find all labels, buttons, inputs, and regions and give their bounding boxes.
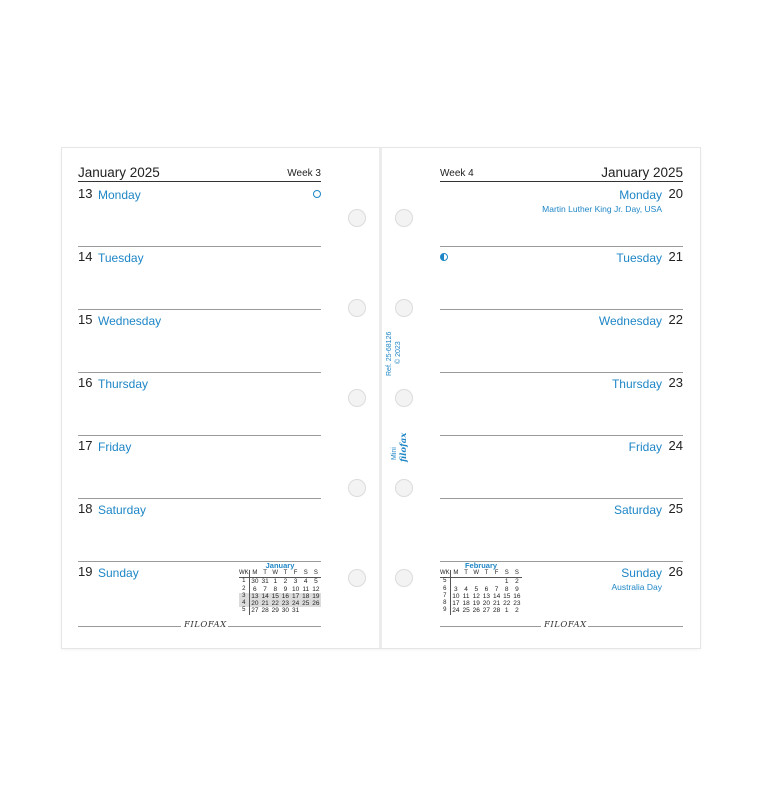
day-number: 20 — [668, 186, 683, 201]
mini-calendar-header: T — [461, 570, 471, 578]
day-number: 25 — [668, 501, 683, 516]
day-number: 24 — [668, 438, 683, 453]
date-cell: 16 — [513, 592, 521, 600]
date-cell: 31 — [261, 578, 269, 586]
date-cell: 1 — [273, 578, 278, 586]
ring-hole — [348, 569, 366, 587]
week-number-current: 3 — [239, 593, 249, 600]
date-cell-current-week: 13 — [249, 593, 260, 600]
date-cell: 10 — [452, 592, 460, 600]
day-name: Saturday — [98, 503, 147, 517]
ring-hole — [395, 299, 413, 317]
footer-rule — [228, 626, 321, 627]
date-cell: 23 — [513, 600, 521, 608]
day-row-wednesday[interactable] — [440, 310, 683, 373]
week-label: Week 4 — [440, 168, 474, 179]
date-cell: 5 — [474, 585, 479, 593]
week-label: Week 3 — [287, 168, 321, 179]
date-cell-next-week: 20 — [249, 600, 260, 607]
date-cell: 31 — [291, 607, 300, 615]
mini-calendar-february — [440, 561, 522, 615]
day-name: Monday — [619, 188, 662, 202]
date-cell-next-week: 21 — [261, 600, 269, 608]
day-number: 26 — [668, 564, 683, 579]
date-cell: 6 — [253, 585, 257, 593]
date-cell: 1 — [504, 607, 509, 615]
date-cell-current-week: 19 — [312, 592, 320, 600]
date-cell-next-week: 25 — [302, 600, 310, 608]
day-name: Wednesday — [598, 314, 662, 328]
mini-calendar-title: January — [265, 561, 295, 570]
date-cell: 4 — [303, 578, 308, 586]
date-cell: 7 — [494, 585, 499, 593]
date-cell: 30 — [281, 607, 290, 615]
date-cell-next-week: 24 — [291, 600, 300, 608]
date-cell: 21 — [492, 600, 501, 608]
day-number: 21 — [668, 249, 683, 264]
mini-calendar-header: M — [450, 570, 461, 578]
date-cell — [461, 578, 471, 586]
day-number: 23 — [668, 375, 683, 390]
day-row-saturday[interactable] — [440, 499, 683, 562]
mini-calendar-title: February — [464, 561, 498, 570]
date-cell-next-week: 23 — [281, 600, 290, 608]
day-number: 22 — [668, 312, 683, 327]
day-row-thursday[interactable] — [440, 373, 683, 436]
week-number: 5 — [440, 578, 450, 586]
day-number: 16 — [78, 375, 93, 390]
day-name: Monday — [98, 188, 141, 202]
date-cell: 1 — [504, 578, 509, 586]
left-page-footer — [78, 622, 321, 632]
date-cell: 22 — [503, 600, 511, 608]
footer-rule — [78, 626, 181, 627]
day-row-friday[interactable] — [440, 436, 683, 499]
date-cell: 9 — [515, 585, 519, 593]
day-row-saturday[interactable] — [78, 499, 321, 562]
mini-calendar-header: S — [512, 570, 522, 578]
week-number: 1 — [239, 578, 249, 586]
holiday-label: Martin Luther King Jr. Day, USA — [542, 204, 662, 214]
mini-calendar-header: W — [270, 570, 280, 578]
date-cell: 30 — [251, 578, 259, 586]
full-moon-icon — [313, 190, 321, 198]
date-cell: 25 — [462, 607, 470, 615]
date-cell: 15 — [503, 592, 511, 600]
day-name: Wednesday — [98, 314, 162, 328]
day-number: 17 — [78, 438, 93, 453]
date-cell: 3 — [454, 585, 458, 593]
day-number: 14 — [78, 249, 93, 264]
date-cell — [481, 578, 491, 586]
mini-calendar-header: WK — [239, 570, 249, 576]
mini-calendar-header: T — [260, 570, 270, 578]
date-cell-current-week: 16 — [281, 592, 290, 600]
mini-calendar-header: T — [280, 570, 290, 578]
date-cell: 19 — [472, 600, 480, 608]
date-cell: 20 — [482, 600, 491, 608]
day-name: Sunday — [98, 566, 139, 580]
date-cell-current-week: 18 — [302, 592, 310, 600]
date-cell-next-week: 26 — [312, 600, 320, 608]
footer-rule — [588, 626, 683, 627]
mini-calendar-header: M — [249, 570, 260, 578]
date-cell — [301, 607, 311, 614]
filofax-spine-logo: filofax — [399, 432, 409, 462]
week-number: 7 — [440, 593, 450, 600]
ring-hole — [348, 479, 366, 497]
diary-spread — [62, 148, 700, 648]
ring-hole — [395, 569, 413, 587]
week-number: 6 — [440, 586, 450, 593]
day-name: Thursday — [98, 377, 149, 391]
date-cell: 11 — [302, 585, 310, 593]
date-cell: 7 — [263, 585, 267, 593]
ring-hole — [395, 209, 413, 227]
reference-number: Ref. 25-68126 — [386, 331, 393, 376]
date-cell: 17 — [452, 600, 460, 608]
day-row-monday[interactable] — [78, 184, 321, 247]
date-cell-current-week: 15 — [271, 592, 279, 600]
day-row-thursday[interactable] — [78, 373, 321, 436]
right-page-header — [440, 164, 683, 182]
filofax-logo: FILOFAX — [544, 620, 587, 630]
day-row-monday[interactable] — [440, 184, 683, 247]
filofax-logo: FILOFAX — [184, 620, 227, 630]
date-cell: 9 — [283, 585, 288, 593]
day-row-friday[interactable] — [78, 436, 321, 499]
day-name: Saturday — [613, 503, 662, 517]
right-page — [382, 148, 700, 648]
day-name: Tuesday — [98, 251, 144, 265]
date-cell: 28 — [492, 607, 501, 615]
week-number: 8 — [440, 600, 450, 607]
date-cell: 11 — [462, 592, 470, 600]
mini-calendar-grid — [239, 570, 321, 615]
footer-rule — [440, 626, 541, 627]
date-cell — [471, 578, 481, 586]
month-title: January 2025 — [78, 165, 160, 180]
day-number: 13 — [78, 186, 93, 201]
date-cell: 12 — [312, 585, 320, 593]
date-cell: 18 — [462, 600, 470, 608]
mini-calendar-header: WK — [440, 570, 450, 576]
date-cell: 2 — [283, 578, 288, 586]
date-cell: 29 — [271, 607, 279, 615]
mini-calendar-header: F — [291, 570, 301, 578]
date-cell: 26 — [472, 607, 480, 615]
date-cell-current-week: 17 — [291, 592, 300, 600]
ring-hole — [395, 479, 413, 497]
date-cell: 28 — [261, 607, 269, 615]
date-cell: 4 — [464, 585, 468, 593]
date-cell: 27 — [251, 607, 259, 615]
copyright-text: © 2023 — [395, 341, 402, 364]
day-row-tuesday[interactable] — [440, 247, 683, 310]
date-cell: 27 — [482, 607, 491, 615]
mini-calendar-header: W — [471, 570, 481, 578]
day-name: Sunday — [621, 566, 662, 580]
ring-hole — [348, 389, 366, 407]
mini-calendar-header: S — [301, 570, 311, 578]
date-cell-next-week: 22 — [271, 600, 279, 608]
date-cell — [450, 578, 461, 586]
date-cell: 2 — [515, 578, 519, 586]
ring-hole — [395, 389, 413, 407]
date-cell-current-week: 14 — [261, 592, 269, 600]
week-number: 5 — [239, 607, 249, 614]
day-row-tuesday[interactable] — [78, 247, 321, 310]
date-cell — [492, 578, 502, 586]
mini-calendar-january — [239, 561, 321, 615]
ring-hole — [348, 299, 366, 317]
week-number: 9 — [440, 607, 450, 614]
date-cell: 12 — [472, 592, 480, 600]
mini-calendar-header: S — [311, 570, 321, 578]
date-cell: 10 — [291, 585, 300, 593]
right-page-footer — [440, 622, 683, 632]
day-number: 18 — [78, 501, 93, 516]
mini-calendar-header: S — [502, 570, 512, 578]
day-name: Tuesday — [616, 251, 662, 265]
mini-calendar-header: F — [492, 570, 502, 578]
week-number: 2 — [239, 586, 249, 593]
holiday-label: Australia Day — [611, 582, 662, 592]
date-cell: 24 — [452, 607, 460, 615]
day-number: 19 — [78, 564, 93, 579]
size-label: Mini — [391, 447, 398, 460]
left-page — [62, 148, 380, 648]
day-number: 15 — [78, 312, 93, 327]
date-cell: 5 — [314, 578, 318, 586]
date-cell: 8 — [504, 585, 509, 593]
date-cell: 2 — [515, 607, 519, 615]
left-page-header — [78, 164, 321, 182]
date-cell: 8 — [273, 585, 278, 593]
ring-hole — [348, 209, 366, 227]
day-name: Thursday — [611, 377, 662, 391]
mini-calendar-header: T — [481, 570, 491, 578]
day-name: Friday — [628, 440, 662, 454]
date-cell: 13 — [482, 592, 491, 600]
date-cell — [311, 607, 321, 614]
day-name: Friday — [98, 440, 132, 454]
week-number-next: 4 — [239, 600, 249, 607]
day-row-wednesday[interactable] — [78, 310, 321, 373]
first-quarter-moon-icon — [440, 253, 448, 261]
mini-calendar-grid — [440, 570, 522, 615]
month-title: January 2025 — [601, 165, 683, 180]
date-cell: 14 — [492, 592, 501, 600]
date-cell: 6 — [484, 585, 489, 593]
date-cell: 3 — [293, 578, 298, 586]
